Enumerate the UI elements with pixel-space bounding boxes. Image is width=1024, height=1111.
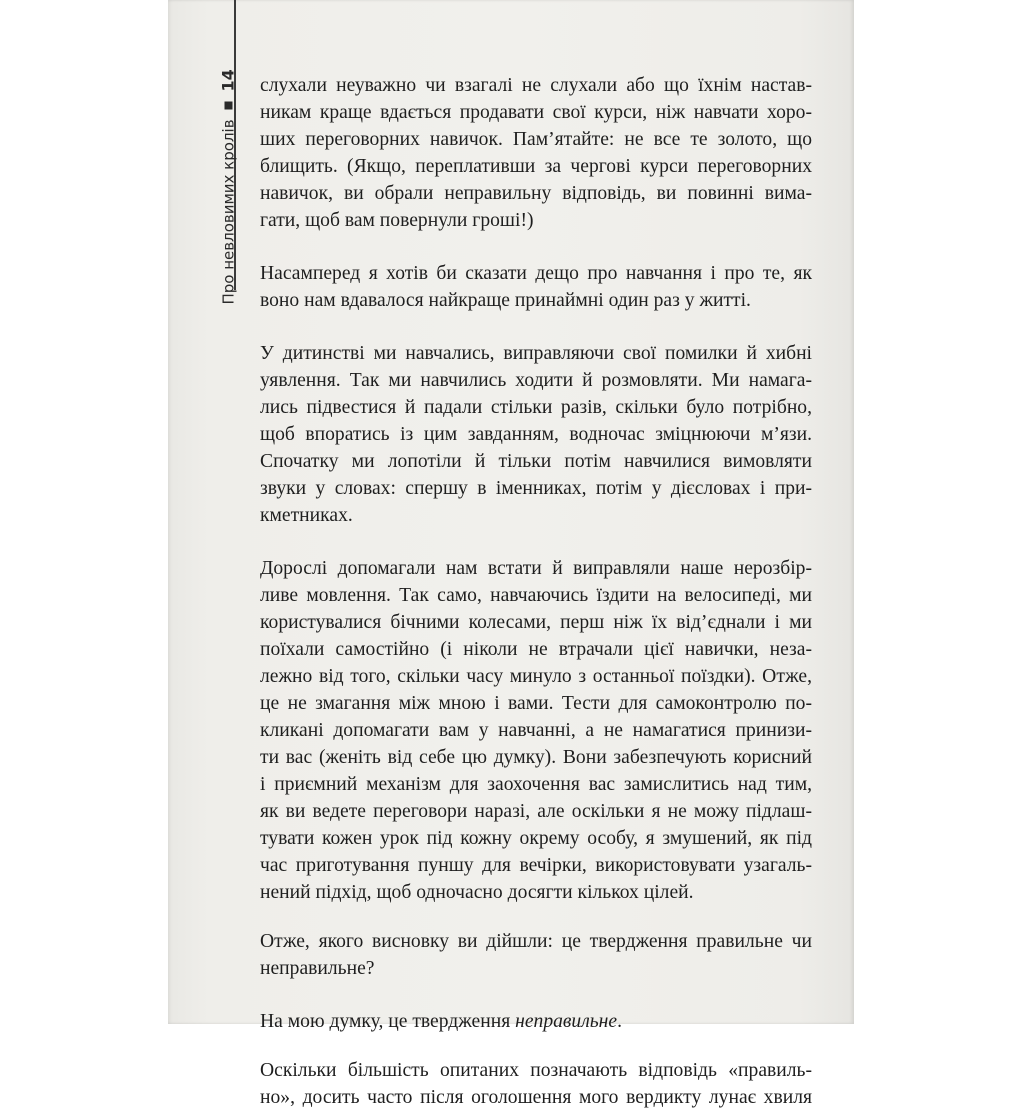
text-line: як ви ведете переговори наразі, але оскільки я не можу підлаш- [260,801,812,822]
text-line: лежно від того, скільки часу минуло з останньої поїздки). Отже, [260,666,812,687]
paragraph-1 [260,72,812,234]
text-line: нений підхід, щоб одночасно досягти кількох цілей. [260,882,694,903]
page-number: 14 [218,69,238,92]
text-line: і приємний механізм для заохочення вас замислитись над тим, [260,774,812,795]
text-line: навичок, ви обрали неправильну відповідь, ви повинні вима- [260,183,812,204]
running-head [213,0,243,305]
text-line: Оскільки більшість опитаних позначають відповідь «правиль- [260,1060,812,1081]
paragraph-5 [260,928,812,982]
text-line: У дитинстві ми навчались, виправляючи свої помилки й хибні [260,343,812,364]
text-line: ших переговорних навичок. Пам’ятайте: не все те золото, що [260,129,812,150]
running-head-title: Про невловимих кролів [219,119,237,305]
text-line: кликані допомагати вам у навчанні, а не намагатися принизи- [260,720,812,741]
text-line: уявлення. Так ми навчились ходити й розмовляти. Ми намага- [260,370,812,391]
text-line: поїхали самостійно (і ніколи не втрачали цієї навички, неза- [260,639,812,660]
text-line: никам краще вдається продавати свої курси, ніж навчати хоро- [260,102,812,123]
text-line: Дорослі допомагали нам встати й виправляли наше нерозбір- [260,558,812,579]
text-line: ливе мовлення. Так само, навчаючись їздити на велосипеді, ми [260,585,812,606]
text-line: щоб впоратись із цим завданням, водночас зміцнюючи м’язи. [260,424,812,445]
paragraph-3 [260,340,812,529]
text-line: звуки у словах: спершу в іменниках, потім у дієсловах і при- [260,478,812,499]
text-line: кметниках. [260,505,353,526]
emphasis-text: неправильне [515,1011,618,1032]
text-line: лись підвестися й падали стільки разів, скільки було потрібно, [260,397,812,418]
text-line: тувати кожен урок під кожну окрему особу, я змушений, як під [260,828,812,849]
text-line: користувалися бічними колесами, перш ніж їх від’єднали і ми [260,612,812,633]
text-line: гати, щоб вам повернули гроші!) [260,210,534,231]
running-head-text [219,31,238,305]
text-line: слухали неуважно чи взагалі не слухали або що їхнім настав- [260,75,812,96]
text-line: блищить. (Якщо, переплативши за чергові курси переговорних [260,156,812,177]
text-run: На мою думку, це твердження [260,1011,516,1032]
text-line: час приготування пуншу для вечірки, використовувати узагаль- [260,855,812,876]
paragraph-6 [260,1008,812,1035]
paragraph-7 [260,1057,812,1111]
text-line: но», досить часто після оголошення мого вердикту лунає хвиля [260,1087,812,1108]
text-line [260,1008,812,1035]
text-line: воно нам вдавалося найкраще принаймні один раз у житті. [260,290,751,311]
text-line: неправильне? [260,958,375,979]
text-line: Насамперед я хотів би сказати дещо про навчання і про те, як [260,263,812,284]
text-line: Спочатку ми лопотіли й тільки потім навчилися вимовляти [260,451,812,472]
text-line: Отже, якого висновку ви дійшли: це твердження правильне чи [260,931,812,952]
text-line: це не змагання між мною і вами. Тести для самоконтролю по- [260,693,812,714]
body-text [260,72,812,1111]
paragraph-4 [260,555,812,906]
bullet-square-icon [224,101,232,109]
text-run: . [617,1011,623,1032]
text-line: ти вас (женіть від себе цю думку). Вони забезпечують корисний [260,747,812,768]
paragraph-2 [260,260,812,314]
